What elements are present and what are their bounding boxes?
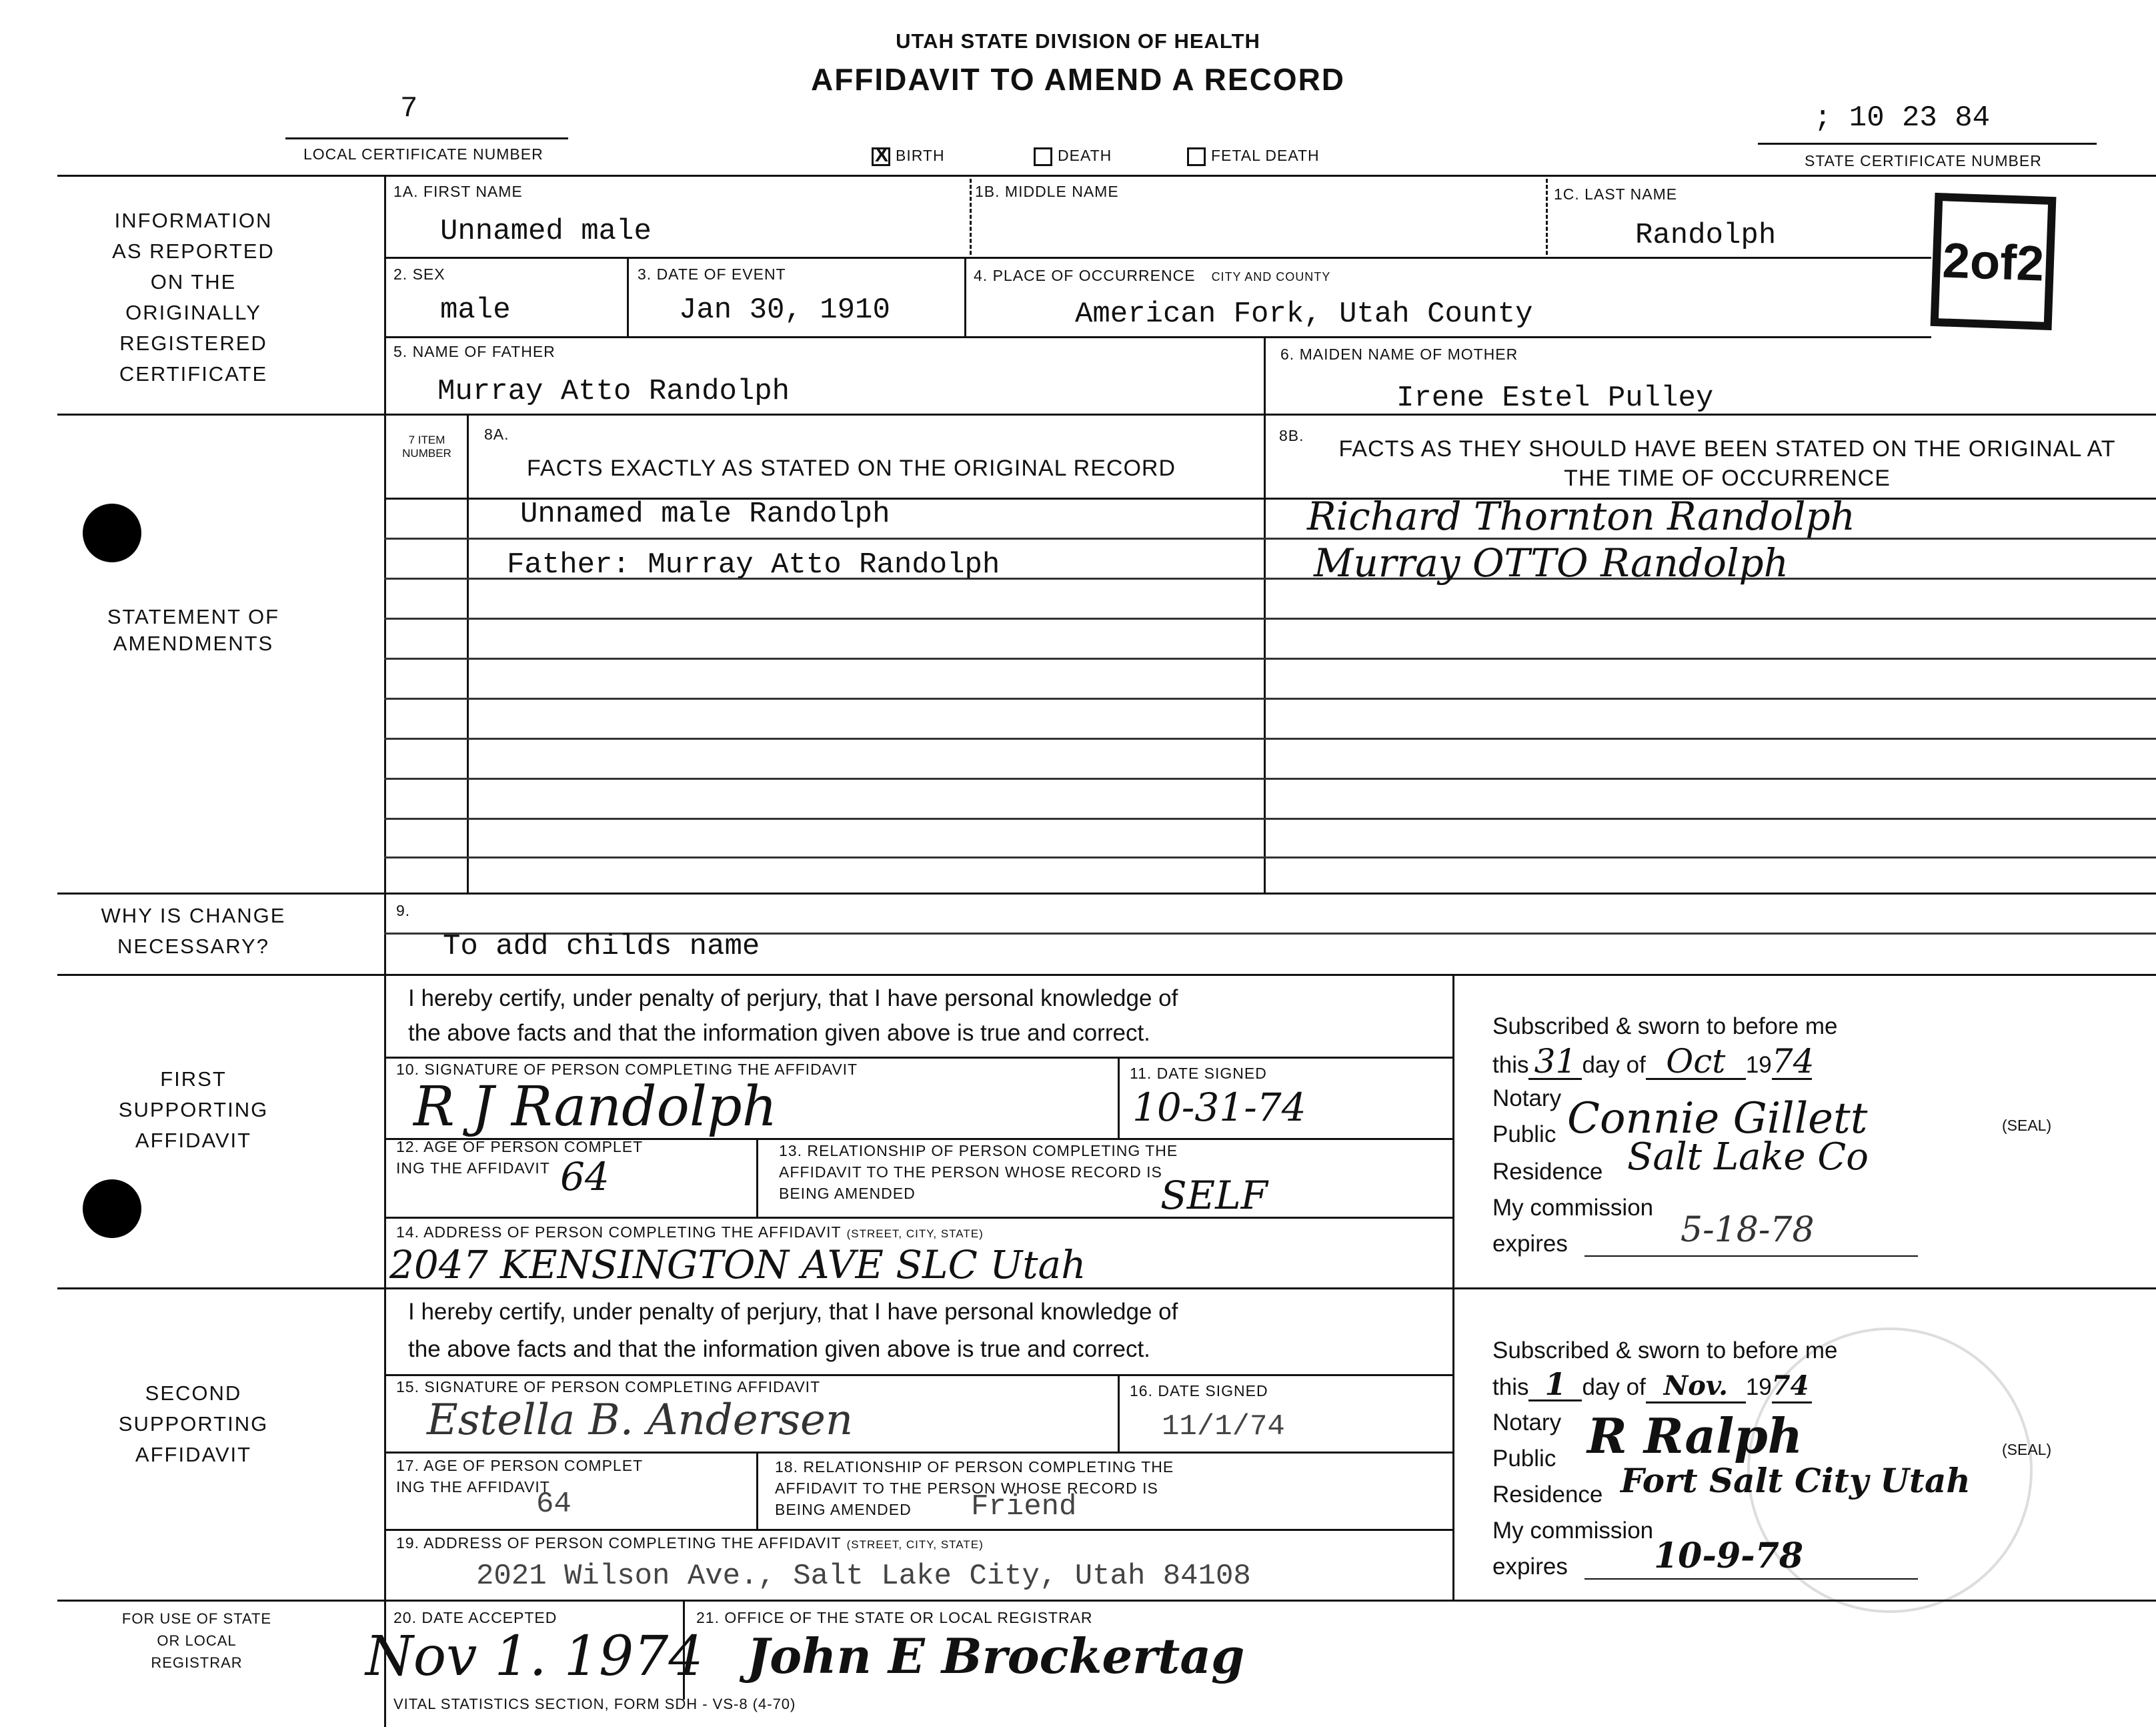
place-sublabel: CITY AND COUNTY — [1211, 270, 1331, 283]
section-rule-3 — [57, 974, 2156, 976]
item-number-column-rule — [467, 414, 469, 894]
father-label: 5. NAME OF FATHER — [393, 343, 556, 360]
aff2-age-rel-divider — [756, 1452, 758, 1529]
divider-sex-date — [627, 257, 629, 336]
notary1-this: this — [1492, 1052, 1529, 1078]
section-why-label: WHY IS CHANGE NECESSARY? — [101, 904, 286, 958]
aff2-age-label-1: 17. AGE OF PERSON COMPLET — [396, 1457, 644, 1474]
amend-line-1 — [384, 538, 2156, 540]
checkbox-death[interactable] — [1034, 147, 1112, 166]
page-count-stamp: 2of2 — [1931, 193, 2057, 330]
aff1-date-label: 11. DATE SIGNED — [1130, 1065, 1267, 1082]
aff1-age-label-1: 12. AGE OF PERSON COMPLET — [396, 1138, 644, 1155]
aff2-addr-label — [396, 1534, 984, 1552]
check-mark: X — [875, 143, 890, 166]
notary2-expires-line — [1584, 1578, 1918, 1580]
notary-divider-1 — [1452, 974, 1454, 1287]
section-info-label: INFORMATION AS REPORTED ON THE ORIGINALLY REGISTERED CERTIFICATE — [112, 209, 275, 386]
checkbox-death-label: DEATH — [1058, 147, 1112, 164]
amend-line-3 — [384, 618, 2156, 620]
why-reason: To add childs name — [443, 930, 760, 963]
aff1-sig-date-divider — [1118, 1057, 1120, 1138]
notary2-this: this — [1492, 1374, 1529, 1400]
place-value: American Fork, Utah County — [1075, 298, 1533, 331]
aff1-addr-label-text: 14. ADDRESS OF PERSON COMPLETING THE AFFIDAVIT — [396, 1223, 842, 1241]
father-value: Murray Atto Randolph — [437, 375, 790, 408]
notary2-dayof: day of — [1582, 1374, 1646, 1400]
notary2-year: 74 — [1772, 1371, 1812, 1403]
agency-name: UTAH STATE DIVISION OF HEALTH — [896, 29, 1260, 53]
notary1-expires-word: expires — [1492, 1231, 1568, 1257]
col-b-title: FACTS AS THEY SHOULD HAVE BEEN STATED ON THE ORIGINAL AT THE TIME OF OCCURRENCE — [1338, 436, 2116, 491]
date-accepted-label: 20. DATE ACCEPTED — [393, 1609, 558, 1626]
checkbox-birth[interactable] — [872, 143, 945, 166]
item-number-label: 7 ITEM NUMBER — [402, 434, 451, 460]
amend-row1-original: Unnamed male Randolph — [520, 498, 890, 531]
aff2-rel-label-3: BEING AMENDED — [775, 1501, 912, 1518]
top-rule — [57, 175, 2156, 177]
why-number: 9. — [396, 902, 411, 919]
first-certify-line-1: I hereby certify, under penalty of perjury, that I have personal knowledge of — [408, 985, 1178, 1011]
notary1-month: Oct — [1646, 1045, 1746, 1080]
notary1-signature: Connie Gillett — [1567, 1094, 1868, 1143]
notary2-public-word: Public — [1492, 1446, 1556, 1472]
aff1-age-value: 64 — [560, 1154, 610, 1199]
section-rule-4 — [57, 1287, 2156, 1289]
notary2-date-line — [1492, 1366, 1812, 1405]
notary1-date-line — [1492, 1042, 1815, 1083]
form-title: AFFIDAVIT TO AMEND A RECORD — [810, 62, 1346, 97]
col-a-number: 8A. — [484, 426, 509, 443]
dash-divider-1 — [970, 179, 972, 255]
amend-line-5 — [384, 698, 2156, 700]
amend-line-6 — [384, 738, 2156, 740]
aff2-rule-1 — [384, 1374, 1452, 1376]
notary2-expires-word: expires — [1492, 1554, 1568, 1580]
aff1-rule-3 — [384, 1217, 1452, 1219]
aff2-sig-date-divider — [1118, 1374, 1120, 1452]
aff2-date-value: 11/1/74 — [1162, 1410, 1285, 1444]
notary1-subscribed: Subscribed & sworn to before me — [1492, 1013, 1838, 1039]
binder-hole-2 — [83, 1179, 141, 1238]
aff2-rel-value: Friend — [971, 1490, 1077, 1524]
notary2-year-prefix: 19 — [1745, 1374, 1772, 1400]
section-rule-5 — [57, 1600, 2156, 1602]
aff2-date-label: 16. DATE SIGNED — [1130, 1382, 1268, 1399]
middle-name-label: 1B. MIDDLE NAME — [975, 183, 1119, 200]
last-name-value: Randolph — [1635, 219, 1777, 252]
notary2-day: 1 — [1528, 1369, 1582, 1401]
aff1-sig-label: 10. SIGNATURE OF PERSON COMPLETING THE AFFIDAVIT — [396, 1061, 858, 1078]
place-label — [974, 267, 1330, 285]
date-of-event-value: Jan 30, 1910 — [679, 294, 890, 327]
aff1-age-rel-divider — [756, 1138, 758, 1217]
notary1-notary-word: Notary — [1492, 1085, 1562, 1111]
notary1-expires: 5-18-78 — [1681, 1210, 1815, 1250]
aff2-rel-label-2: AFFIDAVIT TO THE PERSON WHOSE RECORD IS — [775, 1480, 1158, 1497]
local-cert-label: LOCAL CERTIFICATE NUMBER — [303, 145, 544, 163]
mother-value: Irene Estel Pulley — [1396, 382, 1714, 415]
sex-label: 2. SEX — [393, 265, 445, 283]
state-cert-number: ; 10 23 84 — [1814, 101, 1991, 135]
aff1-addr-value: 2047 KENSINGTON AVE SLC Utah — [389, 1242, 1086, 1287]
aff1-date-value: 10-31-74 — [1132, 1085, 1306, 1130]
last-name-label: 1C. LAST NAME — [1554, 185, 1678, 203]
col-b-number: 8B. — [1279, 427, 1304, 444]
row-rule-2 — [384, 336, 1931, 338]
notary2-residence-word: Residence — [1492, 1482, 1603, 1508]
notary2-expires: 10-9-78 — [1654, 1536, 1804, 1576]
aff2-rel-label-1: 18. RELATIONSHIP OF PERSON COMPLETING THE — [775, 1458, 1174, 1476]
first-name-value: Unnamed male — [440, 215, 652, 248]
notary1-expires-line — [1584, 1255, 1918, 1257]
checkbox-death-box[interactable] — [1034, 147, 1052, 166]
notary-divider-2 — [1452, 1287, 1454, 1601]
divider-father-mother — [1264, 336, 1266, 414]
amend-center-rule — [1264, 414, 1266, 894]
notary1-seal: (SEAL) — [2002, 1117, 2052, 1134]
state-cert-underline — [1758, 143, 2097, 145]
amend-row1-corrected: Richard Thornton Randolph — [1307, 494, 1855, 539]
aff1-rel-value: SELF — [1160, 1173, 1268, 1218]
aff2-sig-label: 15. SIGNATURE OF PERSON COMPLETING AFFIDAVIT — [396, 1378, 821, 1395]
section-second-label: SECOND SUPPORTING AFFIDAVIT — [118, 1381, 269, 1466]
first-certify-line-2: the above facts and that the information given above is true and correct. — [408, 1020, 1150, 1046]
registrar-office-label: 21. OFFICE OF THE STATE OR LOCAL REGISTRAR — [696, 1609, 1093, 1626]
local-cert-underline — [285, 137, 568, 139]
aff1-rule-1 — [384, 1057, 1452, 1059]
checkbox-birth-box[interactable] — [872, 143, 890, 166]
aff2-rule-3 — [384, 1529, 1452, 1531]
section-rule-1 — [57, 414, 2156, 416]
notary1-residence: Salt Lake Co — [1627, 1135, 1869, 1179]
second-certify-line-1: I hereby certify, under penalty of perjury, that I have personal knowledge of — [408, 1299, 1178, 1325]
row-rule-1 — [384, 257, 1931, 259]
aff1-addr-sublabel: (STREET, CITY, STATE) — [846, 1227, 984, 1240]
section-rule-2 — [57, 893, 2156, 895]
sex-value: male — [440, 294, 511, 327]
aff2-addr-label-text: 19. ADDRESS OF PERSON COMPLETING THE AFFIDAVIT — [396, 1534, 842, 1552]
col-a-title: FACTS EXACTLY AS STATED ON THE ORIGINAL RECORD — [527, 456, 1176, 481]
section-statement-label: STATEMENT OF AMENDMENTS — [107, 605, 280, 655]
notary2-notary-word: Notary — [1492, 1409, 1562, 1435]
aff1-addr-label — [396, 1223, 984, 1241]
checkbox-fetal-label: FETAL DEATH — [1211, 147, 1320, 164]
date-accepted-value: Nov 1. 1974 — [365, 1625, 704, 1688]
notary1-year-prefix: 19 — [1745, 1052, 1772, 1078]
notary2-residence: Fort Salt City Utah — [1621, 1461, 1971, 1500]
local-cert-number: 7 — [400, 92, 418, 125]
aff1-rel-label-3: BEING AMENDED — [779, 1185, 916, 1202]
aff1-signature: R J Randolph — [413, 1075, 778, 1139]
notary2-commission-word: My commission — [1492, 1518, 1654, 1544]
date-of-event-label: 3. DATE OF EVENT — [638, 265, 786, 283]
aff1-age-label-2: ING THE AFFIDAVIT — [396, 1159, 550, 1177]
amend-line-9 — [384, 856, 2156, 858]
state-cert-label: STATE CERTIFICATE NUMBER — [1805, 152, 2042, 169]
aff2-age-value: 64 — [536, 1488, 572, 1521]
aff2-addr-value: 2021 Wilson Ave., Salt Lake City, Utah 84108 — [476, 1560, 1251, 1593]
notary1-dayof: day of — [1582, 1052, 1646, 1078]
checkbox-fetal-death[interactable] — [1187, 147, 1320, 166]
notary1-residence-word: Residence — [1492, 1159, 1603, 1185]
aff1-rel-label-2: AFFIDAVIT TO THE PERSON WHOSE RECORD IS — [779, 1163, 1162, 1181]
aff2-signature: Estella B. Andersen — [427, 1395, 854, 1445]
place-label-text: 4. PLACE OF OCCURRENCE — [974, 267, 1196, 284]
amend-line-8 — [384, 818, 2156, 820]
notary2-subscribed: Subscribed & sworn to before me — [1492, 1337, 1838, 1363]
aff2-addr-sublabel: (STREET, CITY, STATE) — [846, 1538, 984, 1551]
notary2-month: Nov. — [1646, 1371, 1746, 1403]
notary1-commission-word: My commission — [1492, 1195, 1654, 1221]
amend-line-4 — [384, 658, 2156, 660]
section-first-label: FIRST SUPPORTING AFFIDAVIT — [118, 1067, 269, 1152]
form-footer: VITAL STATISTICS SECTION, FORM SDH - VS-8 (4-70) — [393, 1696, 796, 1712]
notary1-public-word: Public — [1492, 1121, 1556, 1147]
binder-hole-1 — [83, 504, 141, 562]
label-column-rule — [384, 175, 386, 1727]
section-registrar-label: FOR USE OF STATE OR LOCAL REGISTRAR — [121, 1610, 272, 1671]
amend-row2-original: Father: Murray Atto Randolph — [507, 548, 1000, 582]
aff2-age-label-2: ING THE AFFIDAVIT — [396, 1478, 550, 1496]
mother-label: 6. MAIDEN NAME OF MOTHER — [1280, 346, 1518, 363]
aff2-rule-2 — [384, 1452, 1452, 1454]
registrar-signature: John E Brockertag — [747, 1628, 1245, 1684]
checkbox-fetal-box[interactable] — [1187, 147, 1206, 166]
aff1-rel-label-1: 13. RELATIONSHIP OF PERSON COMPLETING THE — [779, 1142, 1178, 1159]
dash-divider-2 — [1546, 179, 1548, 255]
second-certify-line-2: the above facts and that the information given above is true and correct. — [408, 1336, 1150, 1362]
amend-line-7 — [384, 778, 2156, 780]
amend-row2-corrected: Murray OTTO Randolph — [1314, 540, 1789, 586]
notary1-day: 31 — [1528, 1045, 1582, 1080]
divider-date-place — [964, 257, 966, 336]
notary2-signature: R Ralph — [1587, 1407, 1803, 1464]
checkbox-birth-label: BIRTH — [896, 147, 945, 164]
notary1-year: 74 — [1771, 1042, 1815, 1081]
first-name-label: 1A. FIRST NAME — [393, 183, 523, 200]
notary2-seal: (SEAL) — [2002, 1441, 2052, 1458]
